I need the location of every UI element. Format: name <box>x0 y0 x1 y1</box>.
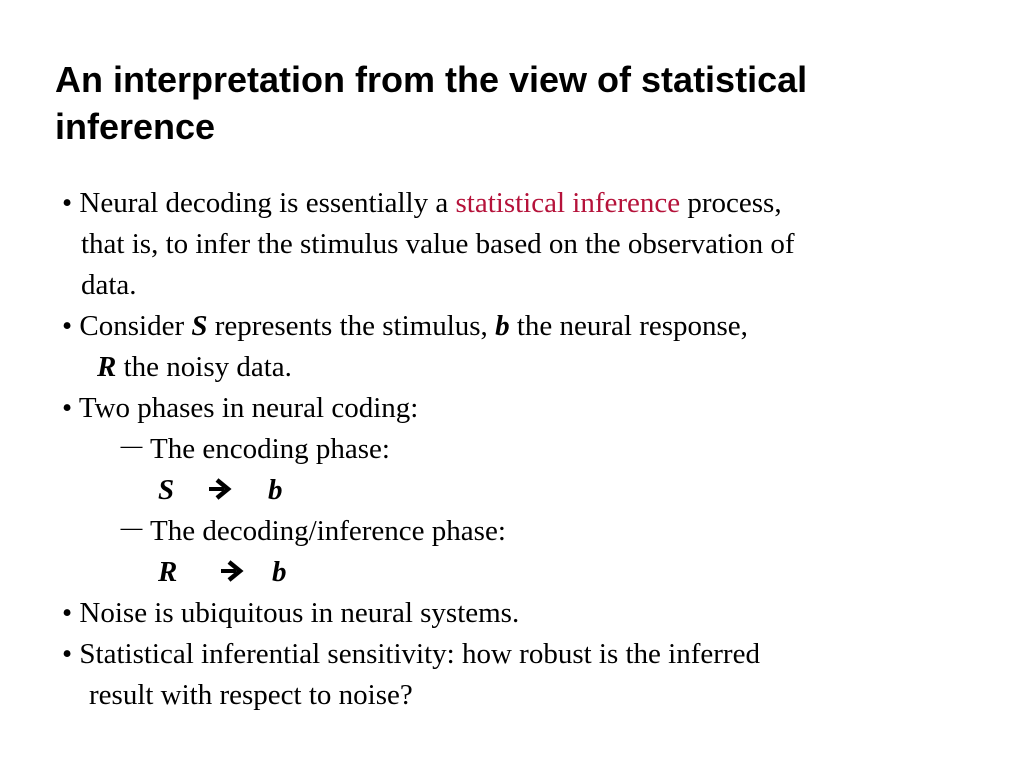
bullet-continuation: that is, to infer the stimulus value based on the observation of <box>81 228 795 260</box>
decoding-target-var: b <box>272 556 287 588</box>
right-arrow-icon <box>220 560 244 582</box>
slide-title: An interpretation from the view of statistical inference <box>55 59 808 147</box>
sub-bullet-decoding: The decoding/inference phase: <box>150 515 506 547</box>
decoding-source-var: R <box>158 556 178 588</box>
bullet-continuation: result with respect to noise? <box>89 679 413 711</box>
bullet-neural-decoding <box>62 186 782 220</box>
sub-bullet-encoding: The encoding phase: <box>150 433 390 465</box>
sub-bullet-dash: － <box>117 515 147 547</box>
bullet-sensitivity: • Statistical inferential sensitivity: how robust is the inferred <box>62 638 760 670</box>
bullet-text: the neural response, <box>509 310 748 342</box>
variable-r: R <box>97 351 117 383</box>
encoding-target-var: b <box>268 474 283 506</box>
right-arrow-icon <box>208 478 232 500</box>
variable-b: b <box>495 310 510 342</box>
bullet-text: • Neural decoding is essentially a <box>62 187 456 219</box>
bullet-noise: • Noise is ubiquitous in neural systems. <box>62 597 520 629</box>
bullet-text: • Consider <box>62 310 192 342</box>
bullet-two-phases: • Two phases in neural coding: <box>62 392 419 424</box>
bullet-text: the noisy data. <box>116 351 292 383</box>
sub-bullet-dash: － <box>117 433 147 465</box>
variable-s: S <box>191 310 208 342</box>
bullet-continuation: data. <box>81 269 137 301</box>
bullet-text: process, <box>680 187 782 219</box>
bullet-text: represents the stimulus, <box>207 310 496 342</box>
encoding-source-var: S <box>158 474 175 506</box>
highlight-statistical-inference: statistical inference <box>455 187 681 219</box>
bullet-continuation <box>97 350 292 384</box>
bullet-consider <box>62 309 748 343</box>
